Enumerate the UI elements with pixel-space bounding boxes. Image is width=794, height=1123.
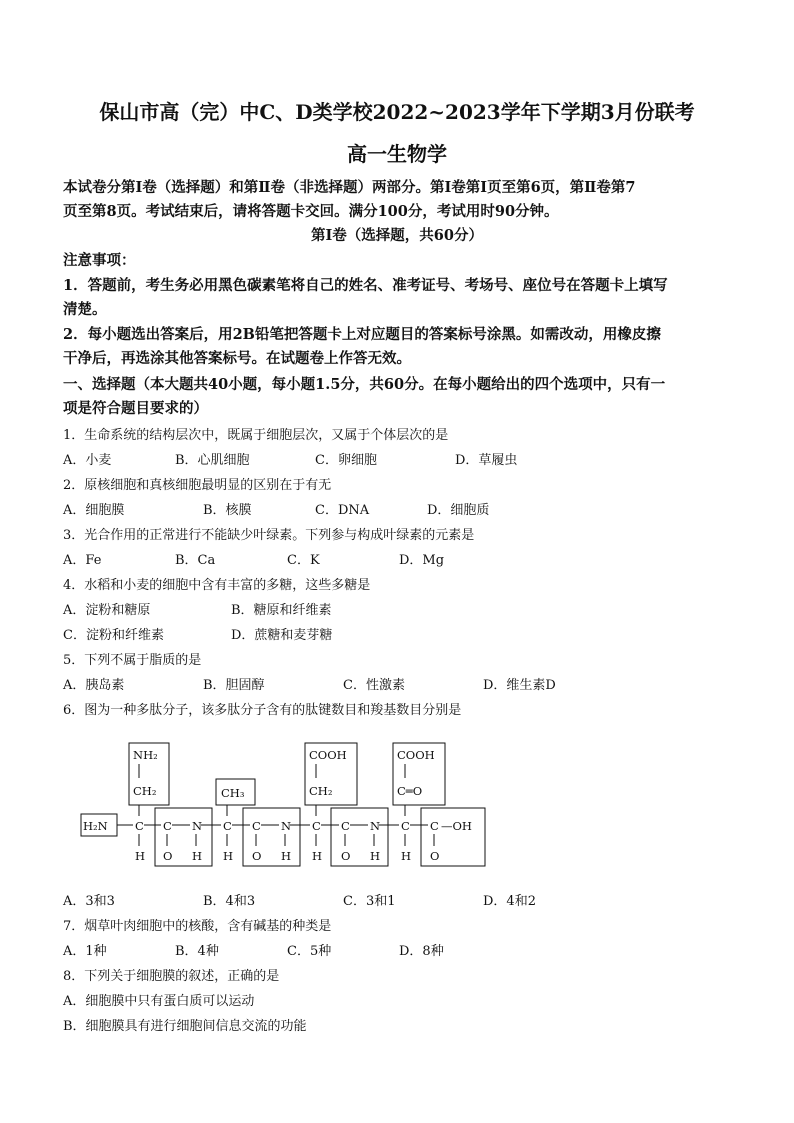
question-8-option-b: B．细胞膜具有进行细胞间信息交流的功能 (63, 1019, 307, 1034)
question-4-option-d: D．蔗糖和麦芽糖 (231, 628, 333, 643)
bottom-h-7: H (401, 849, 412, 863)
backbone-c-1: C (135, 819, 144, 833)
question-6-option-c: C．3和1 (343, 894, 396, 909)
question-4-option-b: B．糖原和纤维素 (231, 603, 332, 618)
r4-c-double-o: C═O (397, 784, 423, 798)
question-3-option-b: B．Ca (175, 553, 216, 568)
question-3-option-a: A．Fe (63, 553, 102, 568)
bottom-h-2: H (192, 849, 203, 863)
question-4-stem: 4．水稻和小麦的细胞中含有丰富的多糖，这些多糖是 (63, 578, 371, 593)
question-3-option-c: C．K (287, 553, 320, 568)
r1-ch2: CH₂ (133, 784, 157, 798)
question-3-stem: 3．光合作用的正常进行不能缺少叶绿素。下列参与构成叶绿素的元素是 (63, 528, 475, 543)
bottom-h-4: H (281, 849, 292, 863)
question-5-option-b: B．胆固醇 (203, 678, 265, 693)
bottom-o-1: O (163, 849, 173, 863)
question-8-stem: 8．下列关于细胞膜的叙述，正确的是 (63, 969, 280, 984)
r2-ch3: CH₃ (221, 786, 245, 800)
question-2-option-a: A．细胞膜 (63, 503, 125, 518)
section-heading-line-1: 一、选择题（本大题共40小题，每小题1.5分，共60分。在每小题给出的四个选项中，只有一 (63, 376, 666, 393)
backbone-n-2: N (281, 819, 292, 833)
question-5-option-d: D．维生素D (483, 678, 556, 693)
part1-title: 第Ⅰ卷（选择题，共60分） (311, 227, 483, 244)
r1-nh2: NH₂ (133, 748, 158, 762)
bottom-h-5: H (312, 849, 323, 863)
question-7-option-c: C．5种 (287, 944, 332, 959)
question-6-option-d: D．4和2 (483, 894, 536, 909)
bottom-o-4: O (430, 849, 440, 863)
bottom-o-3: O (341, 849, 351, 863)
question-5-option-a: A．胰岛素 (63, 678, 125, 693)
intro-line-2: 页至第8页。考试结束后，请将答题卡交回。满分100分，考试用时90分钟。 (63, 203, 559, 220)
bottom-h-6: H (370, 849, 381, 863)
h2n-label: H₂N (83, 819, 108, 833)
question-7-stem: 7．烟草叶肉细胞中的核酸，含有碱基的种类是 (63, 919, 332, 934)
notice-item-1-line-1: 1．答题前，考生务必用黑色碳素笔将自己的姓名、准考证号、考场号、座位号在答题卡上填写 (63, 277, 668, 294)
question-8-option-a: A．细胞膜中只有蛋白质可以运动 (63, 994, 255, 1009)
bottom-h-1: H (135, 849, 146, 863)
backbone-c-4: C (252, 819, 261, 833)
question-1-stem: 1．生命系统的结构层次中，既属于细胞层次，又属于个体层次的是 (63, 428, 449, 443)
notice-heading: 注意事项： (63, 252, 136, 269)
oh-label: —OH (441, 819, 472, 833)
question-1-option-c: C．卵细胞 (315, 453, 377, 468)
backbone-c-6: C (341, 819, 350, 833)
question-7-option-b: B．4种 (175, 944, 219, 959)
question-2-option-b: B．核膜 (203, 503, 252, 518)
question-6-option-a: A．3和3 (63, 894, 115, 909)
question-4-option-a: A．淀粉和糖原 (63, 603, 151, 618)
r4-cooh: COOH (397, 748, 435, 762)
backbone-n-1: N (192, 819, 203, 833)
question-4-option-c: C．淀粉和纤维素 (63, 628, 164, 643)
question-6-option-b: B．4和3 (203, 894, 256, 909)
question-7-option-a: A．1种 (63, 944, 107, 959)
notice-item-1-line-2: 清楚。 (63, 301, 107, 318)
r3-cooh: COOH (309, 748, 347, 762)
question-2-stem: 2．原核细胞和真核细胞最明显的区别在于有无 (63, 478, 332, 493)
notice-item-2-line-2: 干净后，再选涂其他答案标号。在试题卷上作答无效。 (63, 350, 411, 367)
question-3-option-d: D．Mg (399, 553, 445, 568)
notice-item-2-line-1: 2．每小题选出答案后，用2B铅笔把答题卡上对应题目的答案标号涂黑。如需改动，用橡皮擦 (63, 326, 661, 343)
question-6-stem: 6．图为一种多肽分子，该多肽分子含有的肽键数目和羧基数目分别是 (63, 703, 462, 718)
question-1-option-a: A．小麦 (63, 453, 112, 468)
exam-title: 保山市高（完）中C、D类学校2022~2023学年下学期3月份联考 (99, 100, 695, 124)
backbone-n-3: N (370, 819, 381, 833)
backbone-c-3: C (223, 819, 232, 833)
section-heading-line-2: 项是符合题目要求的） (63, 400, 208, 417)
backbone-c-5: C (312, 819, 321, 833)
question-7-option-d: D．8种 (399, 944, 444, 959)
polypeptide-structure-figure (75, 735, 495, 875)
r3-ch2: CH₂ (309, 784, 333, 798)
bottom-h-3: H (223, 849, 234, 863)
backbone-c-8: C (430, 819, 439, 833)
question-5-stem: 5．下列不属于脂质的是 (63, 653, 202, 668)
question-5-option-c: C．性激素 (343, 678, 405, 693)
question-2-option-c: C．DNA (315, 503, 370, 518)
intro-line-1: 本试卷分第Ⅰ卷（选择题）和第Ⅱ卷（非选择题）两部分。第Ⅰ卷第Ⅰ页至第6页，第Ⅱ卷第7 (63, 179, 636, 196)
backbone-c-7: C (401, 819, 410, 833)
exam-subject: 高一生物学 (347, 142, 447, 166)
question-2-option-d: D．细胞质 (427, 503, 490, 518)
question-1-option-b: B．心肌细胞 (175, 453, 250, 468)
question-1-option-d: D．草履虫 (455, 453, 518, 468)
backbone-c-2: C (163, 819, 172, 833)
bottom-o-2: O (252, 849, 262, 863)
